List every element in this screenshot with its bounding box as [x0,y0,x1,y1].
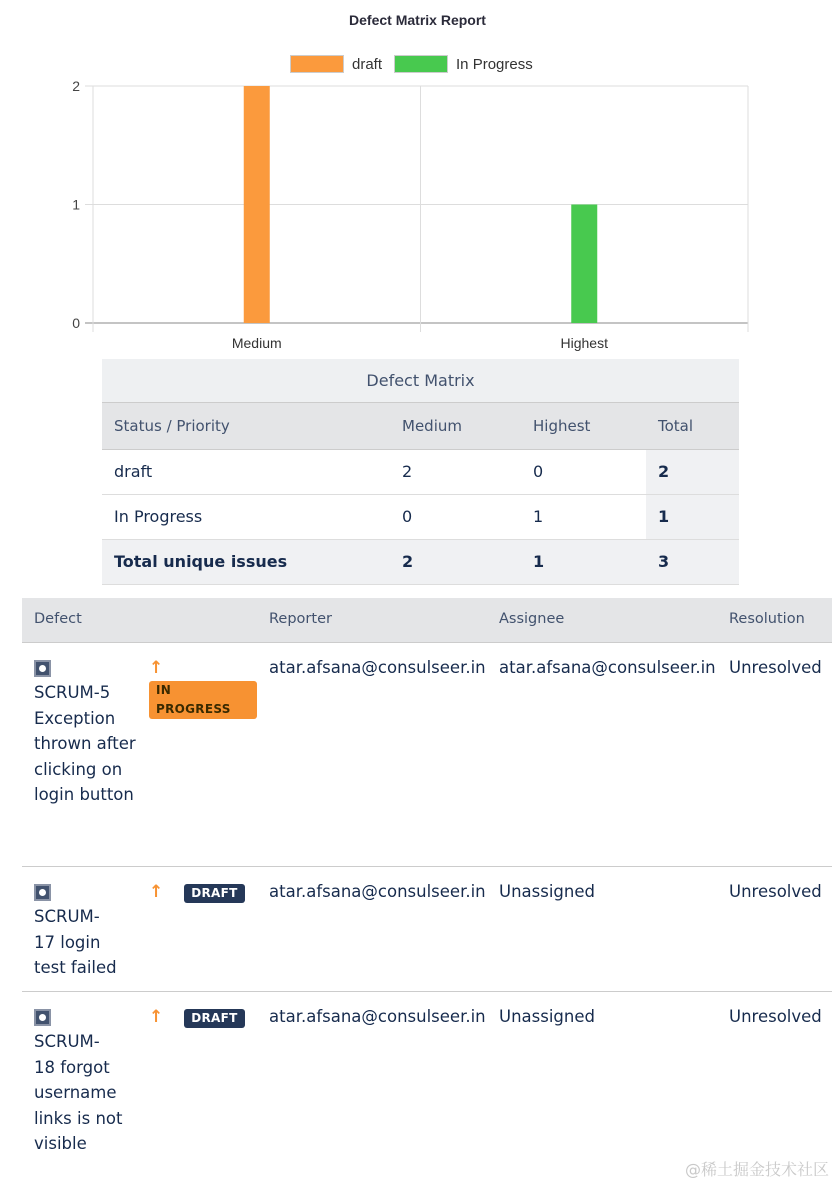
legend-label-draft: draft [352,55,383,73]
bar-draft [244,86,270,323]
bug-icon [34,884,51,901]
x-tick-label: Medium [231,335,282,351]
matrix-cell: 3 [646,539,739,584]
reporter: atar.afsana@consulseer.in [257,642,487,866]
assignee: Unassigned [499,1006,595,1026]
matrix-cell: 1 [646,494,739,539]
matrix-row [102,449,739,494]
bar-chart [0,70,835,360]
issues-header-reporter: Reporter [257,598,487,642]
matrix-total-row [102,539,739,584]
reporter: atar.afsana@consulseer.in [257,866,487,991]
issue-key-link[interactable]: SCRUM- [34,907,100,926]
reporter: atar.afsana@consulseer.in [269,1006,486,1026]
issues-header-assignee: Assignee [487,598,717,642]
matrix-cell: 2 [390,449,521,494]
matrix-cell: draft [102,449,390,494]
issue-summary: 18 forgot username links is not visible [34,1057,123,1153]
matrix-header: Status / Priority [102,403,390,449]
issues-header-blank [137,598,257,642]
issue-summary: Exception thrown after clicking on login button [34,708,136,804]
resolution: Unresolved [717,866,832,991]
issue-key-link[interactable]: SCRUM-5 [34,683,111,702]
y-tick-label: 2 [72,78,80,94]
resolution: Unresolved [717,642,832,866]
matrix-cell: 0 [390,494,521,539]
matrix-row [102,494,739,539]
chart-title: Defect Matrix Report [349,12,486,28]
issues-table [22,598,832,1167]
table-row [22,991,832,1167]
y-tick-label: 0 [72,315,80,331]
matrix-cell: 2 [646,449,739,494]
assignee: Unassigned [487,866,717,991]
watermark: @稀土掘金技术社区 [684,1160,829,1179]
table-row [22,642,832,866]
status-badge: IN PROGRESS [149,681,257,719]
matrix-cell: 1 [521,539,646,584]
status-badge: DRAFT [184,1009,244,1028]
priority-arrow-up-icon: ↑ [149,657,164,678]
priority-arrow-up-icon: ↑ [149,1006,164,1027]
matrix-caption: Defect Matrix [102,359,739,403]
matrix-cell: In Progress [102,494,390,539]
legend-label-in-progress: In Progress [456,55,533,73]
matrix-cell: 1 [521,494,646,539]
x-tick-label: Highest [560,335,608,351]
priority-arrow-up-icon: ↑ [149,881,164,902]
status-badge: DRAFT [184,884,244,903]
matrix-cell: 2 [390,539,521,584]
matrix-cell: Total unique issues [102,539,390,584]
matrix-header: Total [646,403,739,449]
matrix-cell: 0 [521,449,646,494]
issues-header-resolution: Resolution [717,598,832,642]
issues-header-defect: Defect [22,598,137,642]
resolution: Unresolved [729,1006,822,1026]
matrix-header: Medium [390,403,521,449]
issue-summary: 17 login test failed [34,932,117,977]
assignee: atar.afsana@consulseer.in [487,642,717,866]
table-row [22,866,832,991]
issue-key-link[interactable]: SCRUM- [34,1032,100,1051]
defect-matrix-table [102,359,739,585]
y-tick-label: 1 [72,196,80,213]
matrix-header: Highest [521,403,646,449]
bar-in-progress [571,205,597,324]
bug-icon [34,660,51,677]
bug-icon [34,1009,51,1026]
